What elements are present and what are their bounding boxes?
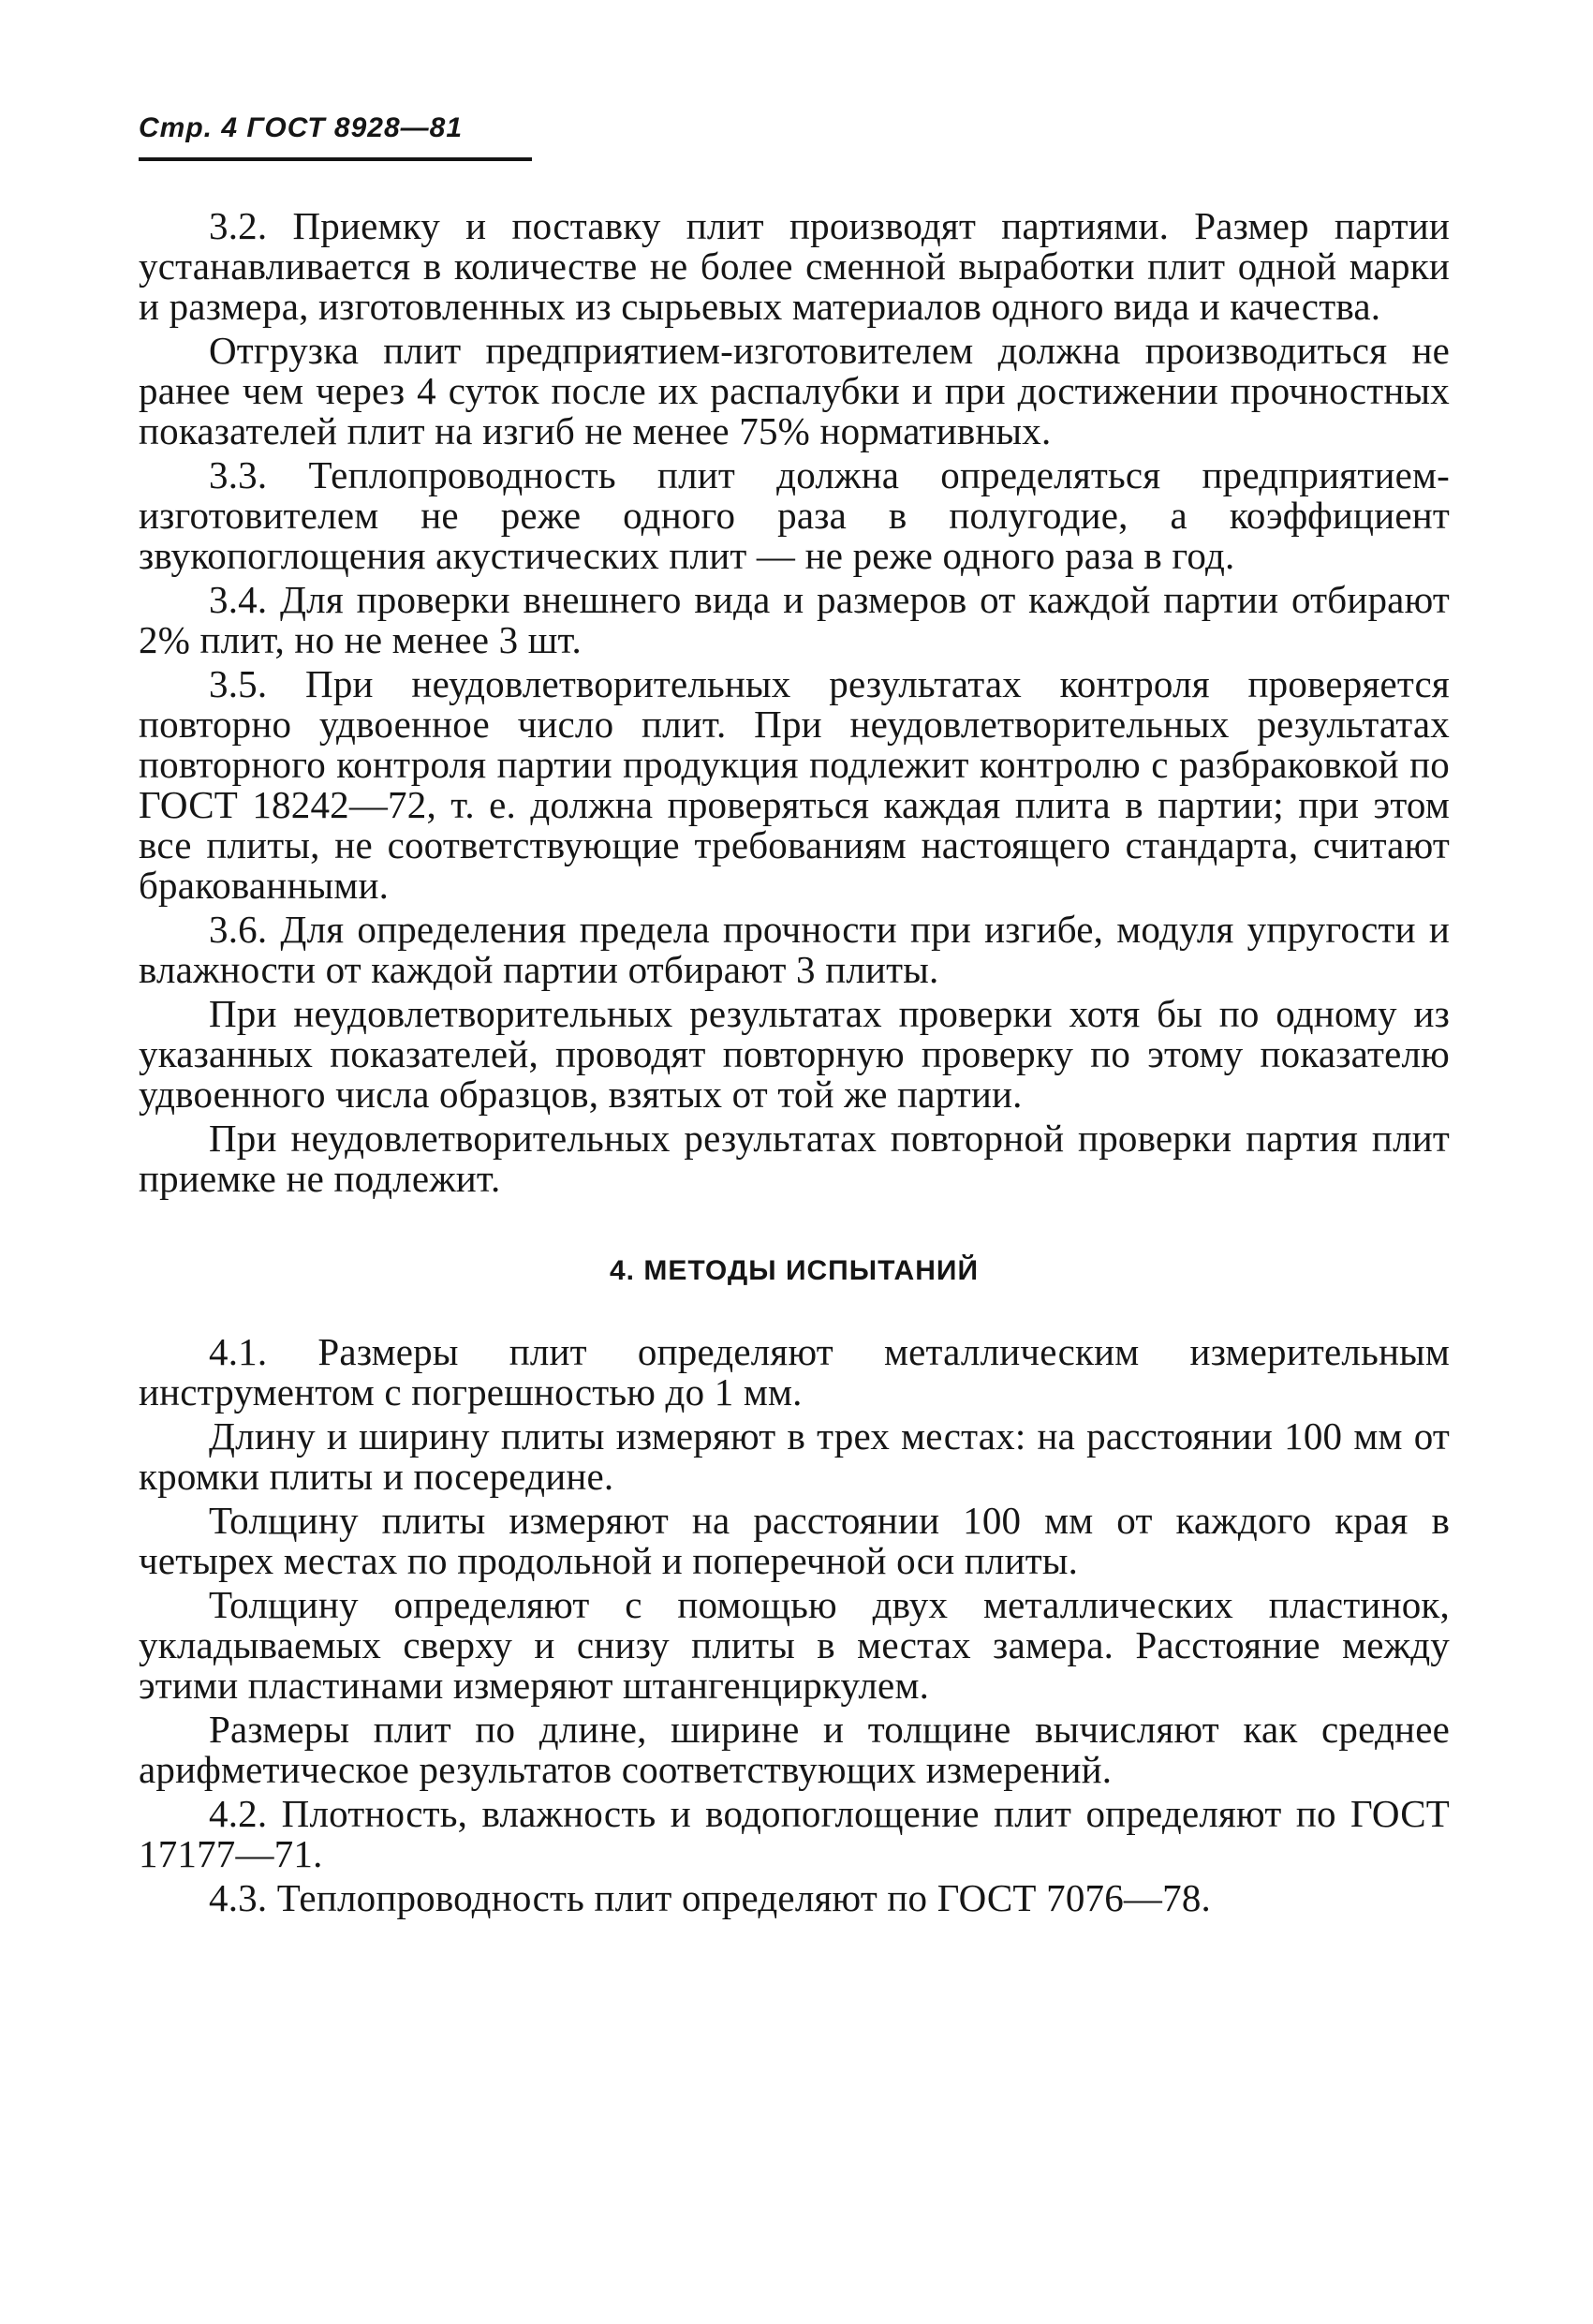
- paragraph-3-6-retest: При неудовлетворительных результатах проверки хотя бы по одному из указанных показателей, проводят повторную проверку по этому показателю удвоенного числа образцов, взятых от той же партии.: [139, 992, 1450, 1116]
- page-header: Стр. 4 ГОСТ 8928—81: [139, 112, 463, 143]
- paragraph-3-2-shipment: Отгрузка плит предприятием-изготовителем должна производиться не ранее чем через 4 суток после их распалубки и при достижении прочностных показателей плит на изгиб не менее 75% нормативных.: [139, 329, 1450, 452]
- paragraph-4-1: 4.1. Размеры плит определяют металлическим измерительным инструментом с погрешностью до 1 мм.: [139, 1330, 1450, 1414]
- paragraph-4-1-thickness: Толщину плиты измеряют на расстоянии 100 мм от каждого края в четырех местах по продольной и поперечной оси плиты.: [139, 1499, 1450, 1582]
- section-4-title: 4. МЕТОДЫ ИСПЫТАНИЙ: [610, 1255, 979, 1286]
- paragraph-4-1-length: Длину и ширину плиты измеряют в трех местах: на расстоянии 100 мм от кромки плиты и посередине.: [139, 1414, 1450, 1498]
- section-4-body: [139, 1332, 1450, 1918]
- paragraph-4-1-plates: Толщину определяют с помощью двух металлических пластинок, укладываемых сверху и снизу плиты в местах замера. Расстояние между этими пластинами измеряют штангенциркулем.: [139, 1583, 1450, 1707]
- header-rule: [139, 157, 532, 161]
- paragraph-4-1-average: Размеры плит по длине, ширине и толщине вычисляют как среднее арифметическое результатов соответствующих измерений.: [139, 1708, 1450, 1791]
- paragraph-4-3: 4.3. Теплопроводность плит определяют по ГОСТ 7076—78.: [209, 1876, 1211, 1919]
- paragraph-3-3: 3.3. Теплопроводность плит должна определяться предприятием-изготовителем не реже одного раза в полугодие, а коэффициент звукопоглощения акустических плит — не реже одного раза в год.: [139, 453, 1450, 577]
- paragraph-4-2: 4.2. Плотность, влажность и водопоглощение плит определяют по ГОСТ 17177—71.: [139, 1792, 1450, 1875]
- paragraph-3-6-reject: При неудовлетворительных результатах повторной проверки партия плит приемке не подлежит.: [139, 1117, 1450, 1200]
- document-page: [139, 112, 1450, 1922]
- paragraph-3-2: 3.2. Приемку и поставку плит производят партиями. Размер партии устанавливается в количестве не более сменной выработки плит одной марки и размера, изготовленных из сырьевых материалов одного вида и качества.: [139, 204, 1450, 328]
- paragraph-3-6: 3.6. Для определения предела прочности при изгибе, модуля упругости и влажности от каждой партии отбирают 3 плиты.: [139, 908, 1450, 991]
- section-3-body: [139, 206, 1450, 1199]
- paragraph-3-4: 3.4. Для проверки внешнего вида и размеров от каждой партии отбирают 2% плит, но не менее 3 шт.: [139, 578, 1450, 661]
- paragraph-3-5: 3.5. При неудовлетворительных результатах контроля проверяется повторно удвоенное число плит. При неудовлетворительных результатах повторного контроля партии продукция подлежит контролю с разбраковкой по ГОСТ 18242—72, т. е. должна проверяться каждая плита в партии; при этом все плиты, не соответствующие требованиям настоящего стандарта, считают бракованными.: [139, 662, 1450, 907]
